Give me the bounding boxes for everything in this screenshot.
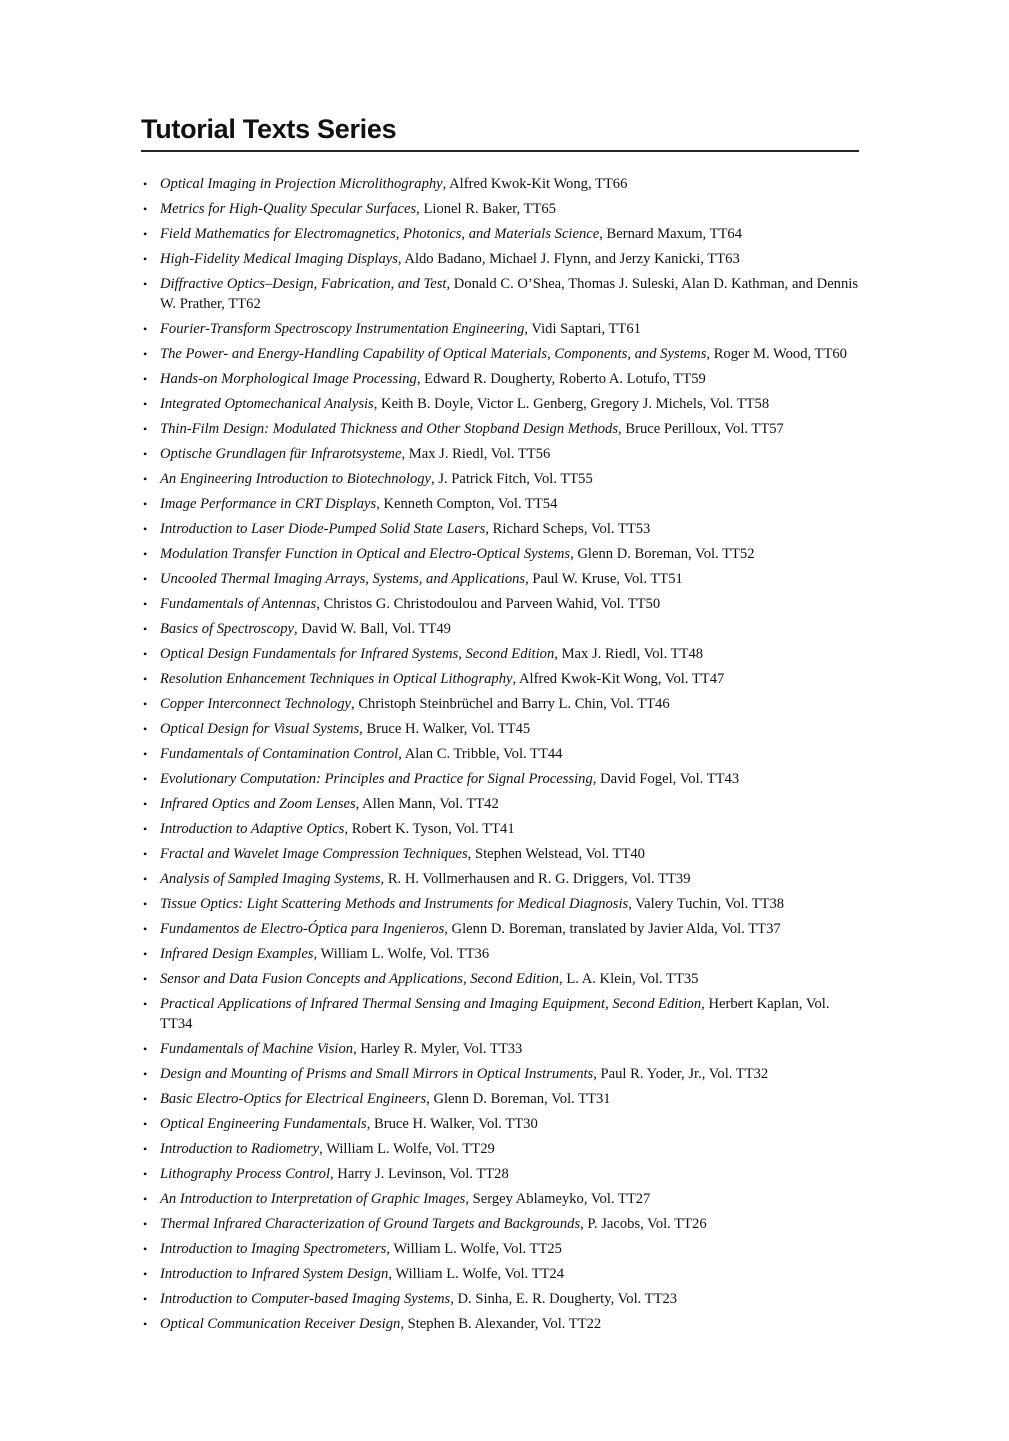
book-list-item [141, 644, 859, 664]
book-list-item [141, 394, 859, 414]
bullet-icon: • [143, 1092, 148, 1106]
book-list-item [141, 819, 859, 839]
book-title: Uncooled Thermal Imaging Arrays, Systems, and Applications [160, 571, 526, 587]
bullet-icon: • [143, 597, 148, 611]
book-title: Fundamentals of Contamination Control [160, 746, 399, 762]
book-details: , David Fogel, Vol. TT43 [592, 771, 740, 787]
book-list-item [141, 794, 859, 814]
book-details: , Max J. Riedl, Vol. TT56 [401, 446, 551, 462]
book-list [141, 174, 859, 1339]
book-title: Hands-on Morphological Image Processing [160, 371, 417, 387]
book-details: , Herbert Kaplan, Vol. TT34 [160, 996, 830, 1032]
book-title: An Introduction to Interpretation of Graphic Images [160, 1191, 466, 1207]
book-list-item [141, 1064, 859, 1084]
book-details: , Robert K. Tyson, Vol. TT41 [344, 821, 515, 837]
book-details: , Allen Mann, Vol. TT42 [355, 796, 499, 812]
book-list-item [141, 669, 859, 689]
book-details: , Glenn D. Boreman, translated by Javier Alda, Vol. TT37 [444, 921, 781, 937]
book-details: , David W. Ball, Vol. TT49 [294, 621, 451, 637]
book-list-item [141, 1164, 859, 1184]
book-details: , Glenn D. Boreman, Vol. TT52 [570, 546, 755, 562]
book-details: , Christoph Steinbrüchel and Barry L. Chin, Vol. TT46 [351, 696, 670, 712]
book-list-item [141, 174, 859, 194]
book-list-item [141, 869, 859, 889]
book-details: , Vidi Saptari, TT61 [524, 321, 641, 337]
book-list-item [141, 769, 859, 789]
book-title: Optical Engineering Fundamentals [160, 1116, 367, 1132]
bullet-icon: • [143, 747, 148, 761]
book-title: Introduction to Computer-based Imaging Systems [160, 1291, 451, 1307]
book-details: , Harley R. Myler, Vol. TT33 [353, 1041, 523, 1057]
book-title: Analysis of Sampled Imaging Systems [160, 871, 381, 887]
bullet-icon: • [143, 922, 148, 936]
book-list-item [141, 444, 859, 464]
book-details: , Richard Scheps, Vol. TT53 [485, 521, 651, 537]
book-details: , Max J. Riedl, Vol. TT48 [554, 646, 704, 662]
bullet-icon: • [143, 1167, 148, 1181]
book-list-item [141, 569, 859, 589]
book-list-item [141, 1114, 859, 1134]
book-title: Field Mathematics for Electromagnetics, Photonics, and Materials Science [160, 226, 600, 242]
bullet-icon: • [143, 1067, 148, 1081]
bullet-icon: • [143, 872, 148, 886]
book-title: Optical Imaging in Projection Microlithography [160, 176, 443, 192]
book-list-item [141, 894, 859, 914]
book-details: , D. Sinha, E. R. Dougherty, Vol. TT23 [450, 1291, 678, 1307]
book-title: Fractal and Wavelet Image Compression Techniques [160, 846, 468, 862]
book-details: , Sergey Ablameyko, Vol. TT27 [465, 1191, 651, 1207]
book-list-item [141, 344, 859, 364]
book-title: Resolution Enhancement Techniques in Optical Lithography [160, 671, 513, 687]
book-list-item [141, 1289, 859, 1309]
book-details: , Bruce H. Walker, Vol. TT45 [359, 721, 531, 737]
book-title: Optical Design for Visual Systems [160, 721, 360, 737]
book-list-item [141, 1264, 859, 1284]
book-details: , Donald C. O’Shea, Thomas J. Suleski, Alan D. Kathman, and Dennis W. Prather, TT62 [160, 276, 859, 312]
book-title: Thermal Infrared Characterization of Ground Targets and Backgrounds [160, 1216, 581, 1232]
bullet-icon: • [143, 897, 148, 911]
book-details: , Lionel R. Baker, TT65 [416, 201, 556, 217]
bullet-icon: • [143, 1242, 148, 1256]
book-details: , Kenneth Compton, Vol. TT54 [376, 496, 558, 512]
book-title: An Engineering Introduction to Biotechnology [160, 471, 432, 487]
book-title: Fundamentos de Electro-Óptica para Ingenieros [160, 921, 445, 937]
book-list-item [141, 1239, 859, 1259]
bullet-icon: • [143, 847, 148, 861]
bullet-icon: • [143, 672, 148, 686]
bullet-icon: • [143, 422, 148, 436]
title-rule [141, 150, 859, 152]
book-list-item [141, 469, 859, 489]
book-title: Fourier-Transform Spectroscopy Instrumentation Engineering [160, 321, 525, 337]
book-details: , Glenn D. Boreman, Vol. TT31 [426, 1091, 611, 1107]
book-details: , Paul W. Kruse, Vol. TT51 [525, 571, 683, 587]
book-title: Introduction to Imaging Spectrometers [160, 1241, 387, 1257]
page-title: Tutorial Texts Series [141, 114, 397, 144]
book-list-item [141, 274, 859, 314]
book-list-item [141, 319, 859, 339]
book-list-item [141, 519, 859, 539]
book-details: , Bruce Perilloux, Vol. TT57 [618, 421, 784, 437]
book-list-item [141, 419, 859, 439]
bullet-icon: • [143, 697, 148, 711]
bullet-icon: • [143, 522, 148, 536]
bullet-icon: • [143, 1142, 148, 1156]
book-details: , Stephen B. Alexander, Vol. TT22 [400, 1316, 602, 1332]
book-list-item [141, 369, 859, 389]
book-title: Optical Communication Receiver Design [160, 1316, 401, 1332]
bullet-icon: • [143, 447, 148, 461]
bullet-icon: • [143, 622, 148, 636]
book-title: Copper Interconnect Technology [160, 696, 352, 712]
book-list-item [141, 249, 859, 269]
book-title: Lithography Process Control [160, 1166, 330, 1182]
book-list-item [141, 494, 859, 514]
bullet-icon: • [143, 972, 148, 986]
book-details: , William L. Wolfe, Vol. TT25 [386, 1241, 562, 1257]
book-details: , Harry J. Levinson, Vol. TT28 [330, 1166, 509, 1182]
book-list-item [141, 1214, 859, 1234]
book-details: , L. A. Klein, Vol. TT35 [559, 971, 699, 987]
book-title: High-Fidelity Medical Imaging Displays [160, 251, 398, 267]
book-title: Infrared Optics and Zoom Lenses [160, 796, 356, 812]
book-list-item [141, 1089, 859, 1109]
book-title: Basics of Spectroscopy [160, 621, 295, 637]
bullet-icon: • [143, 547, 148, 561]
book-list-item [141, 544, 859, 564]
bullet-icon: • [143, 822, 148, 836]
book-title: Design and Mounting of Prisms and Small Mirrors in Optical Instruments [160, 1066, 594, 1082]
book-title: Introduction to Infrared System Design [160, 1266, 389, 1282]
book-details: , Alan C. Tribble, Vol. TT44 [398, 746, 563, 762]
book-title: Evolutionary Computation: Principles and Practice for Signal Processing [160, 771, 593, 787]
book-title: Introduction to Laser Diode-Pumped Solid State Lasers [160, 521, 486, 537]
book-title: Thin-Film Design: Modulated Thickness and Other Stopband Design Methods [160, 421, 619, 437]
book-title: Introduction to Radiometry [160, 1141, 320, 1157]
book-list-item [141, 1189, 859, 1209]
book-details: , P. Jacobs, Vol. TT26 [580, 1216, 707, 1232]
bullet-icon: • [143, 1042, 148, 1056]
book-list-item [141, 594, 859, 614]
book-title: Optical Design Fundamentals for Infrared Systems, Second Edition [160, 646, 555, 662]
book-details: , Bernard Maxum, TT64 [599, 226, 743, 242]
book-list-item [141, 199, 859, 219]
bullet-icon: • [143, 277, 148, 291]
bullet-icon: • [143, 1217, 148, 1231]
book-details: , Stephen Welstead, Vol. TT40 [467, 846, 645, 862]
bullet-icon: • [143, 347, 148, 361]
book-title: Integrated Optomechanical Analysis [160, 396, 374, 412]
book-title: Modulation Transfer Function in Optical and Electro-Optical Systems [160, 546, 571, 562]
book-title: Optische Grundlagen für Infrarotsysteme [160, 446, 402, 462]
bullet-icon: • [143, 797, 148, 811]
bullet-icon: • [143, 772, 148, 786]
bullet-icon: • [143, 1117, 148, 1131]
book-details: , Edward R. Dougherty, Roberto A. Lotufo, TT59 [416, 371, 706, 387]
book-list-item [141, 1039, 859, 1059]
book-details: , William L. Wolfe, Vol. TT36 [313, 946, 490, 962]
bullet-icon: • [143, 647, 148, 661]
bullet-icon: • [143, 472, 148, 486]
book-details: , Alfred Kwok-Kit Wong, Vol. TT47 [512, 671, 725, 687]
bullet-icon: • [143, 947, 148, 961]
bullet-icon: • [143, 372, 148, 386]
book-details: , Bruce H. Walker, Vol. TT30 [366, 1116, 538, 1132]
book-details: , William L. Wolfe, Vol. TT29 [319, 1141, 495, 1157]
bullet-icon: • [143, 722, 148, 736]
book-title: Infrared Design Examples [160, 946, 314, 962]
bullet-icon: • [143, 397, 148, 411]
book-title: Diffractive Optics–Design, Fabrication, and Test [160, 276, 447, 292]
book-list-item [141, 994, 859, 1034]
book-details: , Keith B. Doyle, Victor L. Genberg, Gregory J. Michels, Vol. TT58 [373, 396, 770, 412]
book-list-item [141, 1139, 859, 1159]
book-list-item [141, 224, 859, 244]
book-list-item [141, 844, 859, 864]
book-title: Practical Applications of Infrared Thermal Sensing and Imaging Equipment, Second Edition [160, 996, 702, 1012]
book-details: , Paul R. Yoder, Jr., Vol. TT32 [593, 1066, 769, 1082]
book-details: , Alfred Kwok-Kit Wong, TT66 [442, 176, 628, 192]
bullet-icon: • [143, 1267, 148, 1281]
book-title: Introduction to Adaptive Optics [160, 821, 345, 837]
bullet-icon: • [143, 202, 148, 216]
book-title: Tissue Optics: Light Scattering Methods and Instruments for Medical Diagnosis [160, 896, 629, 912]
book-list-item [141, 969, 859, 989]
bullet-icon: • [143, 497, 148, 511]
book-details: , R. H. Vollmerhausen and R. G. Driggers, Vol. TT39 [380, 871, 691, 887]
bullet-icon: • [143, 1317, 148, 1331]
book-list-item [141, 719, 859, 739]
book-title: Sensor and Data Fusion Concepts and Applications, Second Edition [160, 971, 560, 987]
book-details: , Valery Tuchin, Vol. TT38 [628, 896, 785, 912]
book-details: , J. Patrick Fitch, Vol. TT55 [431, 471, 593, 487]
book-list-item [141, 619, 859, 639]
book-title: Basic Electro-Optics for Electrical Engineers [160, 1091, 427, 1107]
book-title: Fundamentals of Antennas [160, 596, 317, 612]
book-title: Image Performance in CRT Displays [160, 496, 377, 512]
bullet-icon: • [143, 252, 148, 266]
book-details: , Christos G. Christodoulou and Parveen Wahid, Vol. TT50 [316, 596, 661, 612]
bullet-icon: • [143, 997, 148, 1011]
bullet-icon: • [143, 177, 148, 191]
book-details: , Aldo Badano, Michael J. Flynn, and Jerzy Kanicki, TT63 [397, 251, 740, 267]
book-title: Metrics for High-Quality Specular Surfaces [160, 201, 417, 217]
book-title: The Power- and Energy-Handling Capability of Optical Materials, Components, and Systems [160, 346, 707, 362]
book-details: , William L. Wolfe, Vol. TT24 [388, 1266, 565, 1282]
book-list-item [141, 919, 859, 939]
book-title: Fundamentals of Machine Vision [160, 1041, 354, 1057]
book-details: , Roger M. Wood, TT60 [706, 346, 847, 362]
book-list-item [141, 1314, 859, 1334]
bullet-icon: • [143, 1192, 148, 1206]
bullet-icon: • [143, 227, 148, 241]
book-list-item [141, 944, 859, 964]
bullet-icon: • [143, 1292, 148, 1306]
book-list-item [141, 744, 859, 764]
bullet-icon: • [143, 572, 148, 586]
book-list-item [141, 694, 859, 714]
bullet-icon: • [143, 322, 148, 336]
